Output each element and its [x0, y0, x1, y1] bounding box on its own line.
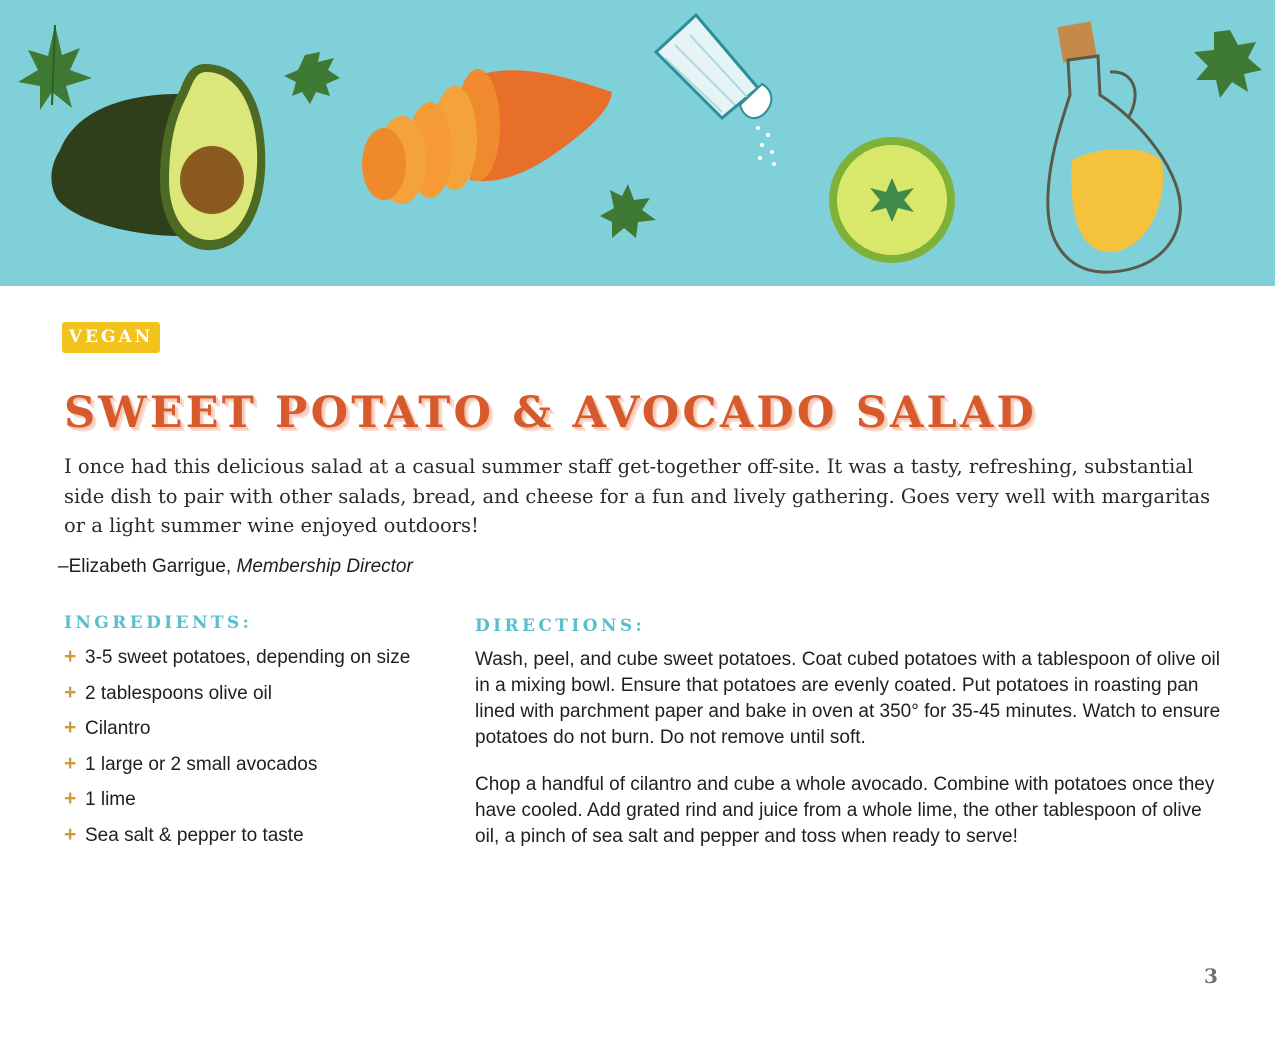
recipe-intro: I once had this delicious salad at a casual summer staff get-together off-site. It was a tasty, refreshing, substantial side dish to pair with other salads, bread, and cheese for a fun and lively gathering. Goes very well with margaritas or a light summer wine enjoyed outdoors!	[64, 455, 1211, 537]
plus-icon: +	[64, 787, 77, 810]
parsley-icon	[600, 184, 656, 238]
list-item	[64, 645, 424, 671]
ingredient-text: Cilantro	[85, 718, 151, 739]
list-item	[64, 716, 424, 742]
list-item	[64, 823, 424, 849]
parsley-icon	[18, 25, 92, 110]
olive-oil-bottle-icon	[1048, 21, 1181, 272]
parsley-icon	[284, 52, 340, 104]
salt-shaker-icon	[656, 15, 776, 166]
directions-heading: DIRECTIONS:	[475, 616, 646, 636]
parsley-icon	[1194, 30, 1262, 98]
header-banner	[0, 0, 1275, 286]
sweet-potato-icon	[362, 69, 612, 204]
ingredient-text: 3-5 sweet potatoes, depending on size	[85, 647, 411, 668]
attribution	[58, 556, 413, 578]
vegan-tag: VEGAN	[62, 322, 160, 353]
plus-icon: +	[64, 716, 77, 739]
ingredient-text: 2 tablespoons olive oil	[85, 682, 272, 704]
list-item	[64, 787, 424, 813]
page-number: 3	[1204, 964, 1218, 988]
banner-illustration	[0, 0, 1275, 286]
recipe-title: SWEET POTATO & AVOCADO SALAD	[64, 388, 1038, 438]
plus-icon: +	[64, 751, 77, 775]
ingredients-list	[64, 645, 424, 858]
lime-slice-icon	[829, 137, 955, 263]
ingredient-text: 1 large or 2 small avocados	[85, 753, 318, 775]
directions-step-1: Wash, peel, and cube sweet potatoes. Coat cubed potatoes with a tablespoon of olive oil in a mixing bowl. Ensure that potatoes are evenly coated. Put potatoes in roasting pan lined with parchment paper and bake in oven at 350° for 35-45 minutes. Watch to ensure potatoes do not burn. Do not remove until soft.	[475, 649, 1221, 748]
avocado-icon	[51, 64, 265, 250]
attribution-name: –Elizabeth Garrigue,	[58, 556, 237, 577]
plus-icon: +	[64, 645, 77, 668]
directions-step-2: Chop a handful of cilantro and cube a whole avocado. Combine with potatoes once they have cooled. Add grated rind and juice from a whole lime, the other tablespoon of olive oil, a pinch of sea salt and pepper and toss when ready to serve!	[475, 774, 1215, 847]
plus-icon: +	[64, 680, 77, 704]
plus-icon: +	[64, 822, 77, 846]
list-item	[64, 681, 424, 707]
ingredients-heading: INGREDIENTS:	[64, 613, 253, 633]
directions-body	[475, 647, 1225, 871]
list-item	[64, 752, 424, 778]
attribution-role: Membership Director	[236, 556, 413, 577]
ingredient-text: 1 lime	[85, 789, 136, 810]
ingredient-text: Sea salt & pepper to taste	[85, 824, 304, 846]
